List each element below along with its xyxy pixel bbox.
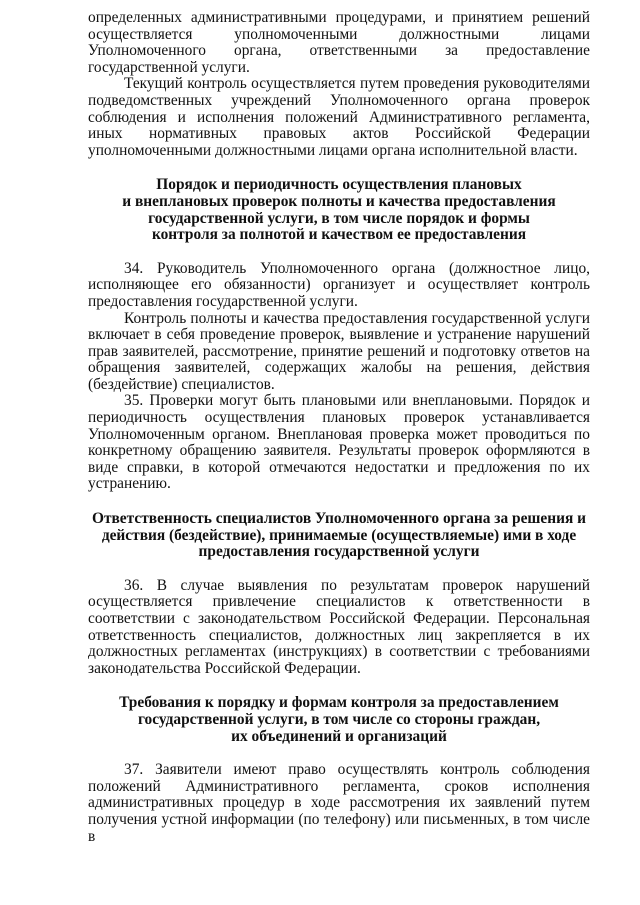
spacer bbox=[88, 244, 590, 261]
spacer bbox=[88, 561, 590, 578]
heading-line: и внеплановых проверок полноты и качества предоставления bbox=[122, 192, 556, 210]
paragraph-35: 35. Проверки могут быть плановыми или внеплановыми. Порядок и периодичность осуществления плановых проверок устанавливается Уполномоченным органом. Внеплановая проверка может проводиться по конкретному обращению заявителя. Результаты проверок оформляются в виде справки, в которой отмечаются недостатки и предложения по их устранению. bbox=[88, 392, 590, 493]
document-page bbox=[88, 10, 590, 845]
paragraph-quality-control: Контроль полноты и качества предоставления государственной услуги включает в себя проведение проверок, выявление и устранение нарушений прав заявителей, рассмотрение, принятие решений и подготовку ответов на обращения заявителей, содержащих жалобы на решения, действия (бездействие) специалистов. bbox=[88, 309, 590, 393]
paragraph-37: 37. Заявители имеют право осуществлять контроль соблюдения положений Административного регламента, сроков исполнения административных процедур в ходе рассмотрения их заявлений путем получения устной информации (по телефону) или письменных, в том числе в bbox=[88, 761, 590, 845]
heading-line: государственной услуги, в том числе со стороны граждан, bbox=[137, 710, 541, 728]
heading-line: предоставления государственной услуги bbox=[198, 543, 480, 561]
heading-line: Ответственность специалистов Уполномоченного органа за решения и bbox=[91, 510, 587, 528]
section-heading-control-requirements bbox=[88, 695, 590, 745]
paragraph-34: 34. Руководитель Уполномоченного органа (должностное лицо, исполняющее его обязанности) организует и осуществляет контроль предоставления государственной услуги. bbox=[88, 259, 590, 310]
spacer bbox=[88, 493, 590, 511]
spacer bbox=[88, 745, 590, 762]
heading-line: Порядок и периодичность осуществления плановых bbox=[156, 176, 522, 194]
section-heading-inspections bbox=[88, 177, 590, 243]
spacer bbox=[88, 677, 590, 695]
heading-line: Требования к порядку и формам контроля за предоставлением bbox=[119, 694, 559, 712]
paragraph-continuation: определенных административными процедурами, и принятием решений осуществляется уполномоченными должностными лицами Уполномоченного органа, ответственными за предоставление государственной услуги. bbox=[88, 9, 590, 76]
heading-line: контроля за полнотой и качеством ее предоставления bbox=[151, 226, 527, 244]
heading-line: их объединений и организаций bbox=[231, 727, 447, 745]
section-heading-responsibility bbox=[88, 511, 590, 561]
paragraph-current-control: Текущий контроль осуществляется путем проведения руководителями подведомственных учреждений Уполномоченного органа проверок соблюдения и исполнения положений Административного регламента, иных нормативных правовых актов Российской Федерации уполномоченными должностными лицами органа исполнительной власти. bbox=[88, 75, 590, 159]
paragraph-36: 36. В случае выявления по результатам проверок нарушений осуществляется привлечение специалистов к ответственности в соответствии с законодательством Российской Федерации. Персональная ответственность специалистов, должностных лиц закрепляется в их должностных регламентах (инструкциях) в соответствии с требованиями законодательства Российской Федерации. bbox=[88, 576, 590, 677]
heading-line: государственной услуги, в том числе порядок и формы bbox=[148, 209, 530, 227]
spacer bbox=[88, 159, 590, 177]
heading-line: действия (бездействие), принимаемые (осуществляемые) ими в ходе bbox=[101, 526, 577, 544]
